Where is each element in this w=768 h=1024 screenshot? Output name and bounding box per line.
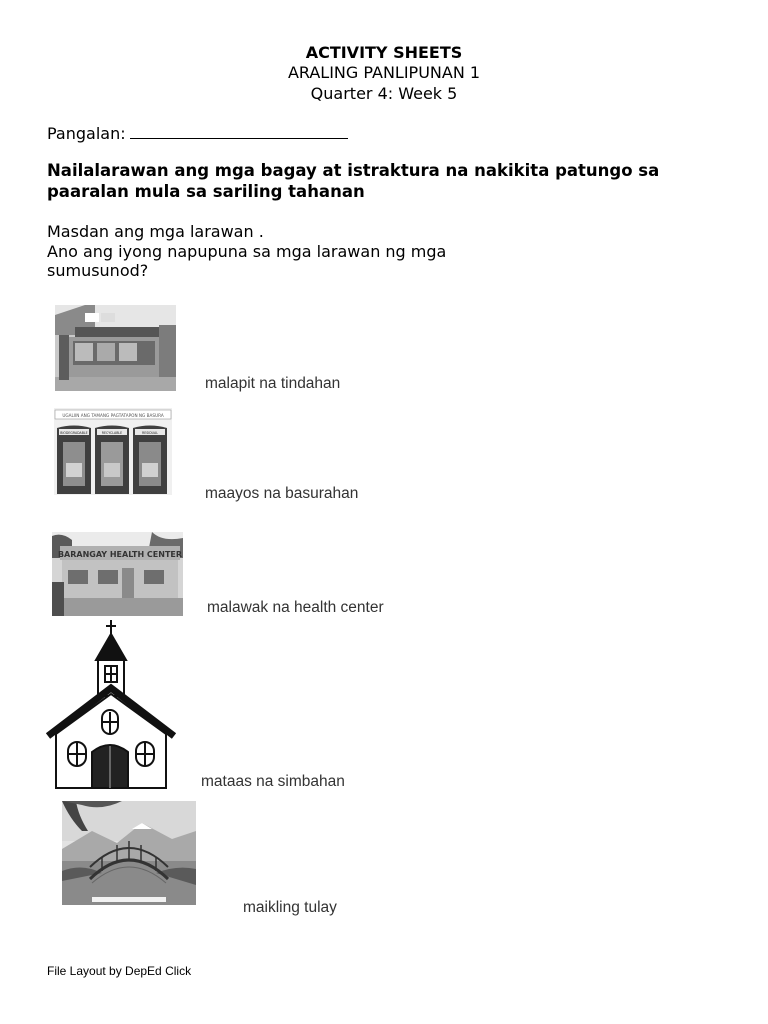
bin-label: BIODEGRADABLE (60, 430, 88, 435)
instruction-line-2: Ano ang iyong napupuna sa mga larawan ng mga sumusunod? (47, 241, 447, 280)
learning-objective: Nailalarawan ang mga bagay at istraktura na nakikita patungo sa paaralan mula sa sariling tahanan (47, 161, 660, 201)
footer-credit: File Layout by DepEd Click (47, 964, 192, 978)
item-caption: maikling tulay (243, 899, 337, 916)
bin-label: RESIDUAL (142, 430, 158, 435)
quarter-week: Quarter 4: Week 5 (310, 84, 458, 103)
bridge-photo (62, 801, 196, 905)
name-field (47, 122, 348, 143)
item-caption: malawak na health center (207, 599, 384, 616)
document-title: ACTIVITY SHEETS (305, 43, 463, 62)
item-caption: maayos na basurahan (205, 485, 359, 502)
item-caption: mataas na simbahan (201, 773, 345, 790)
store-photo (55, 305, 176, 391)
church-drawing (46, 620, 176, 790)
name-blank-line[interactable] (130, 122, 348, 139)
name-label: Pangalan: (47, 124, 126, 143)
subject-title: ARALING PANLIPUNAN 1 (287, 63, 481, 82)
health-center-photo (52, 532, 183, 616)
trash-bins-photo (54, 408, 172, 495)
instructions (47, 222, 527, 281)
bin-label: RECYCLABLE (101, 430, 123, 435)
bins-banner-text: UGALIIN ANG TAMANG PAGTATAPON NG BASURA (62, 413, 164, 418)
health-center-sign: BARANGAY HEALTH CENTER (57, 550, 183, 559)
instruction-line-1: Masdan ang mga larawan . (47, 222, 264, 241)
item-caption: malapit na tindahan (205, 375, 341, 392)
